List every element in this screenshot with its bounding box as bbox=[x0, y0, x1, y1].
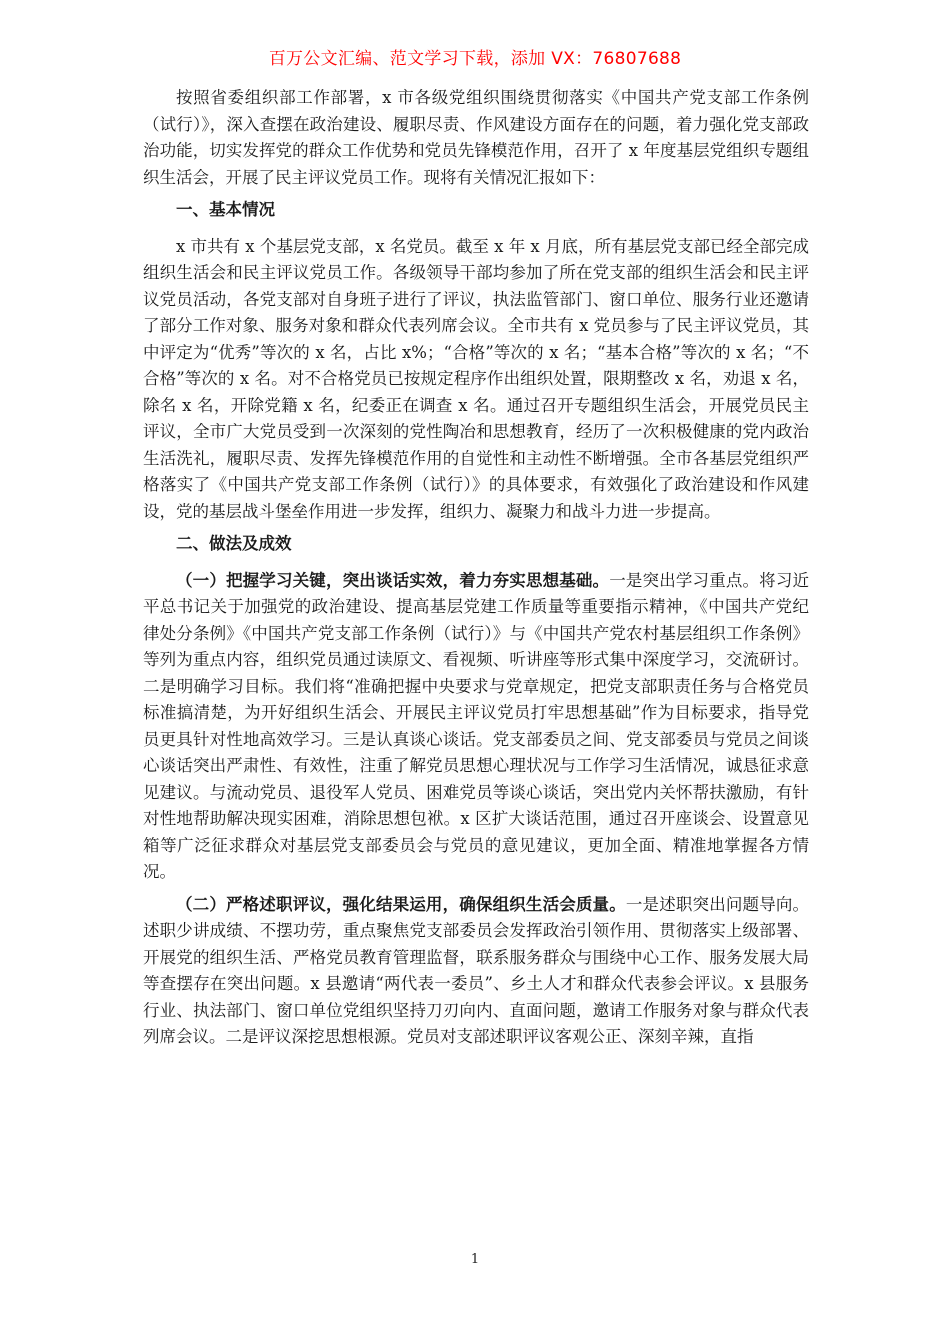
method-item-1-title: （一）把握学习关键，突出谈话实效，着力夯实思想基础。 bbox=[176, 570, 610, 590]
basic-situation-paragraph: x 市共有 x 个基层党支部，x 名党员。截至 x 年 x 月底，所有基层党支部已经全部完成组织生活会和民主评议党员工作。各级领导干部均参加了所在党支部的组织生活会和民主评议党员活动，各党支部对自身班子进行了评议，执法监管部门、窗口单位、服务行业还邀请了部分工作对象、服务对象和群众代表列席会议。全市共有 x 党员参与了民主评议党员，其中评定为“优秀”等次的 x 名，占比 x%；“合格”等次的 x 名；“基本合格”等次的 x 名；“不合格”等次的 x 名。对不合格党员已按规定程序作出组织处置，限期整改 x 名，劝退 x 名，除名 x 名，开除党籍 x 名，纪委正在调查 x 名。通过召开专题组织生活会，开展党员民主评议，全市广大党员受到一次深刻的党性陶冶和思想教育，经历了一次积极健康的党内政治生活洗礼，履职尽责、发挥先锋模范作用的自觉性和主动性不断增强。全市各基层党组织严格落实了《中国共产党支部工作条例（试行）》的具体要求，有效强化了政治建设和作风建设，党的基层战斗堡垒作用进一步发挥，组织力、凝聚力和战斗力进一步提高。 bbox=[143, 236, 809, 521]
section-heading-methods: 二、做法及成效 bbox=[176, 534, 292, 553]
intro-paragraph: 按照省委组织部工作部署，x 市各级党组织围绕贯彻落实《中国共产党支部工作条例（试行）》，深入查摆在政治建设、履职尽责、作风建设方面存在的问题，着力强化党支部政治功能，切实发挥党的群众工作优势和党员先锋模范作用，召开了 x 年度基层党组织专题组织生活会，开展了民主评议党员工作。现将有关情况汇报如下： bbox=[143, 88, 809, 187]
method-item-2-text: 一是述职突出问题导向。述职少讲成绩、不摆功劳，重点聚焦党支部委员会发挥政治引领作用、贯彻落实上级部署、开展党的组织生活、严格党员教育管理监督，联系服务群众与围绕中心工作、服务发展大局等查摆存在突出问题。x 县邀请“两代表一委员”、乡土人才和群众代表参会评议。x 县服务行业、执法部门、窗口单位党组织坚持刀刃向内、直面问题，邀请工作服务对象与群众代表列席会议。二是评议深挖思想根源。党员对支部述职评议客观公正、深刻辛辣，直指 bbox=[143, 894, 810, 1046]
method-item-2-title: （二）严格述职评议，强化结果运用，确保组织生活会质量。 bbox=[176, 894, 626, 914]
method-item-1-text: 一是突出学习重点。将习近平总书记关于加强党的政治建设、提高基层党建工作质量等重要指示精神，《中国共产党纪律处分条例》《中国共产党支部工作条例（试行）》与《中国共产党农村基层组织工作条例》等列为重点内容，组织党员通过读原文、看视频、听讲座等形式集中深度学习，交流研讨。二是明确学习目标。我们将“准确把握中央要求与党章规定，把党支部职责任务与合格党员标准搞清楚，为开好组织生活会、开展民主评议党员打牢思想基础”作为目标要求，指导党员更具针对性地高效学习。三是认真谈心谈话。党支部委员之间、党支部委员与党员之间谈心谈话突出严肃性、有效性，注重了解党员思想心理状况与工作学习生活情况，诚恳征求意见建议。与流动党员、退役军人党员、困难党员等谈心谈话，突出党内关怀帮扶激励，有针对性地帮助解决现实困难，消除思想包袱。x 区扩大谈话范围，通过召开座谈会、设置意见箱等广泛征求群众对基层党支部委员会与党员的意见建议，更加全面、精准地掌握各方情况。 bbox=[143, 570, 810, 881]
section-heading-basic: 一、基本情况 bbox=[176, 200, 275, 219]
page-number: 1 bbox=[470, 1252, 480, 1267]
method-item-2 bbox=[143, 892, 809, 1051]
method-item-1 bbox=[143, 568, 809, 886]
header-banner: 百万公文汇编、范文学习下载，添加 VX：76807688 bbox=[268, 49, 682, 69]
document-body bbox=[143, 85, 809, 1057]
